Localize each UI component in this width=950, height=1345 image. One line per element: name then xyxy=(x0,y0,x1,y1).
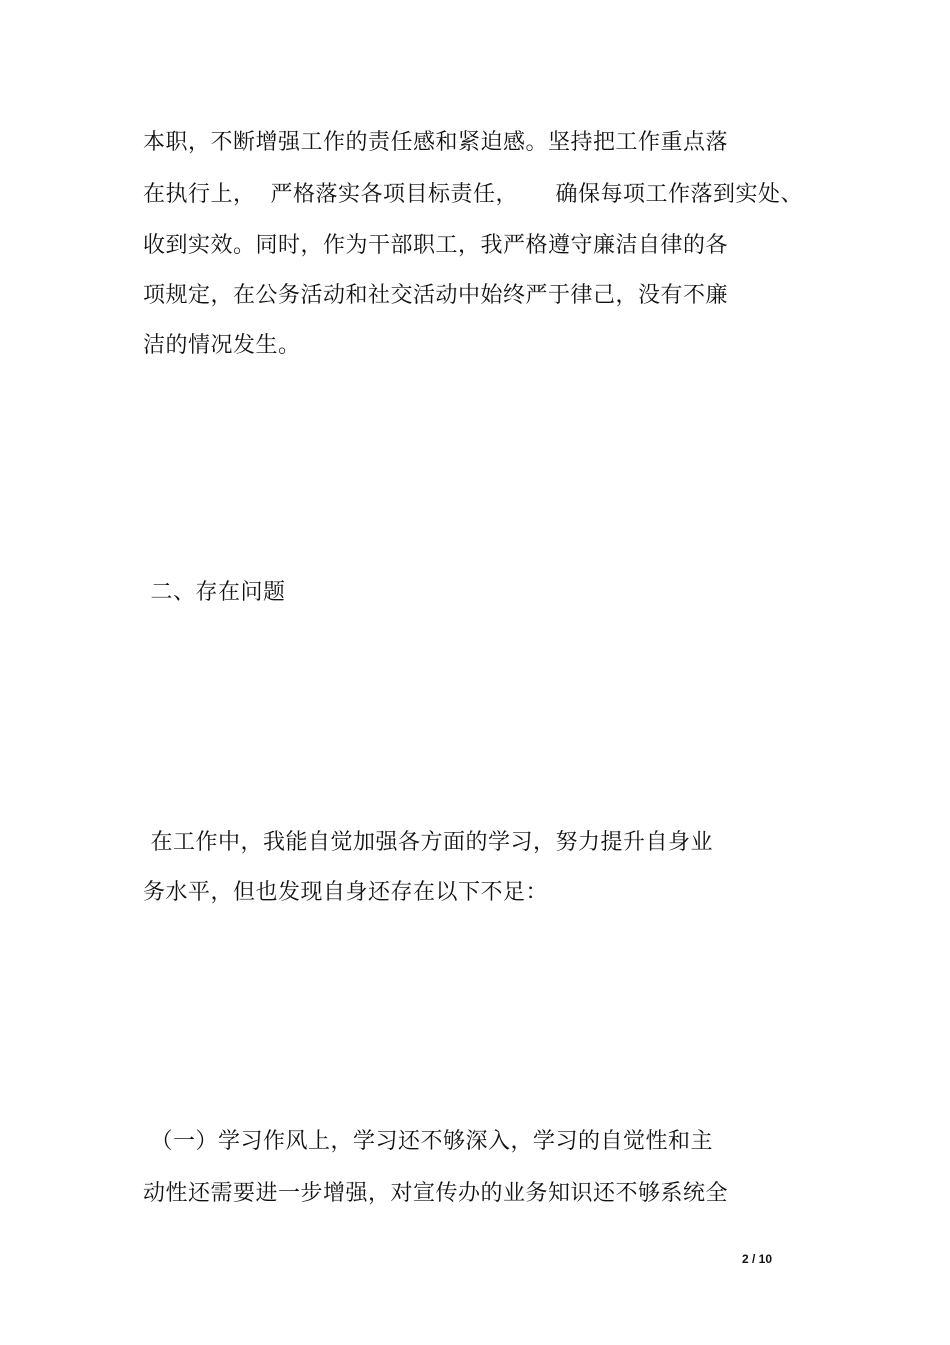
paragraph-line: 动性还需要进一步增强，对宣传办的业务知识还不够系统全 xyxy=(143,1181,729,1206)
paragraph-line: （一）学习作风上，学习还不够深入，学习的自觉性和主 xyxy=(143,1129,713,1154)
paragraph-line: 务水平，但也发现自身还存在以下不足： xyxy=(143,880,549,905)
paragraph-line: 在工作中，我能自觉加强各方面的学习，努力提升自身业 xyxy=(143,830,713,855)
section-heading: 二、存在问题 xyxy=(143,580,286,605)
paragraph-line: 本职，不断增强工作的责任感和紧迫感。坚持把工作重点落 xyxy=(143,130,729,155)
page-number: 2 / 10 xyxy=(742,1252,773,1266)
paragraph-line: 在执行上， 严格落实各项目标责任， 确保每项工作落到实处、 xyxy=(143,182,803,207)
paragraph-line: 洁的情况发生。 xyxy=(143,333,301,358)
paragraph-line: 项规定，在公务活动和社交活动中始终严于律己，没有不廉 xyxy=(143,283,729,308)
paragraph-line: 收到实效。同时，作为干部职工，我严格遵守廉洁自律的各 xyxy=(143,233,729,258)
